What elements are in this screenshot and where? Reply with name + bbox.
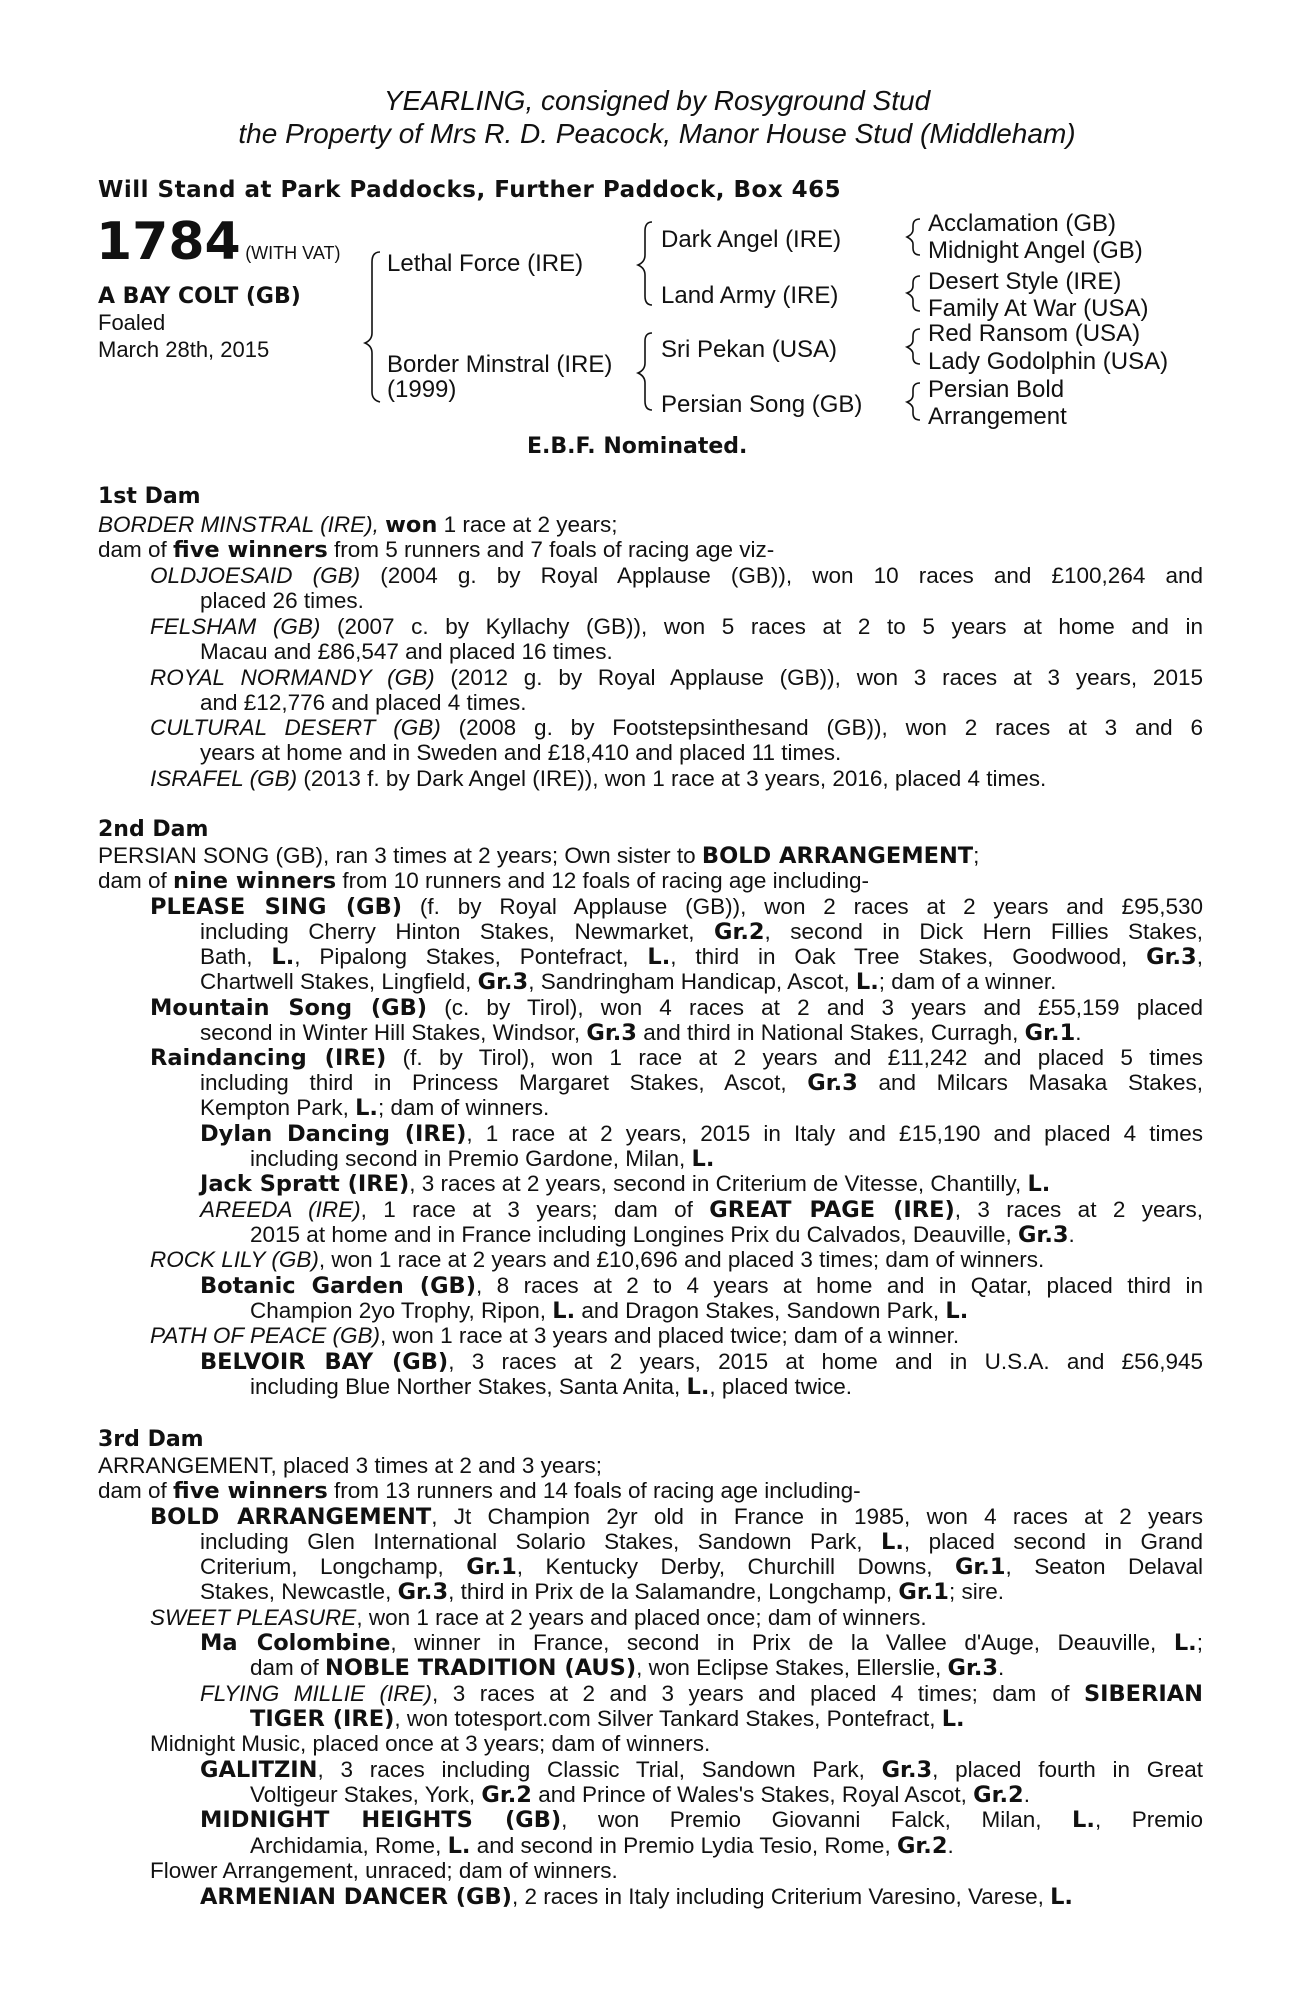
ped-gen3-4: Family At War (USA)	[928, 295, 1149, 322]
second-dam-line: Dylan Dancing (IRE), 1 race at 2 years, 2015 in Italy and £15,190 and placed 4 times	[200, 1121, 1203, 1147]
ped-gen3-8: Arrangement	[928, 403, 1067, 430]
sire-name: Lethal Force (IRE)	[387, 250, 584, 277]
stand-location: Will Stand at Park Paddocks, Further Paddock, Box 465	[98, 177, 842, 203]
second-dam-line: Kempton Park, L.; dam of winners.	[200, 1095, 550, 1121]
ped-gen3-5: Red Ransom (USA)	[928, 320, 1141, 347]
first-dam-line: and £12,776 and placed 4 times.	[200, 690, 527, 715]
second-dam-line: including third in Princess Margaret Stakes, Ascot, Gr.3 and Milcars Masaka Stakes,	[200, 1070, 1203, 1096]
first-dam-line: Macau and £86,547 and placed 16 times.	[200, 639, 613, 664]
third-dam-line: BOLD ARRANGEMENT, Jt Champion 2yr old in France in 1985, won 4 races at 2 years	[150, 1504, 1203, 1530]
second-dam-line: 2015 at home and in France including Longines Prix du Calvados, Deauville, Gr.3.	[250, 1222, 1075, 1248]
second-dam-line: Mountain Song (GB) (c. by Tirol), won 4 races at 2 and 3 years and £55,159 placed	[150, 995, 1203, 1021]
dam-dam: Persian Song (GB)	[661, 391, 863, 418]
third-dam-line: Flower Arrangement, unraced; dam of winners.	[150, 1858, 618, 1883]
third-dam-line: Voltigeur Stakes, York, Gr.2 and Prince of Wales's Stakes, Royal Ascot, Gr.2.	[250, 1782, 1030, 1808]
first-dam-line: years at home and in Sweden and £18,410 and placed 11 times.	[200, 740, 842, 765]
sire-dam: Land Army (IRE)	[661, 282, 839, 309]
ped-gen3-6: Lady Godolphin (USA)	[928, 348, 1169, 375]
ped-gen3-3: Desert Style (IRE)	[928, 268, 1122, 295]
third-dam-line: SWEET PLEASURE, won 1 race at 2 years and placed once; dam of winners.	[150, 1605, 927, 1630]
third-dam-line: Stakes, Newcastle, Gr.3, third in Prix de la Salamandre, Longchamp, Gr.1; sire.	[200, 1579, 1004, 1605]
ped-gen3-2: Midnight Angel (GB)	[928, 237, 1143, 264]
vat-note: (WITH VAT)	[245, 243, 341, 263]
second-dam-line: including Cherry Hinton Stakes, Newmarket, Gr.2, second in Dick Hern Fillies Stakes,	[200, 919, 1203, 945]
ped-gen3-7: Persian Bold	[928, 376, 1065, 403]
second-dam-line: Raindancing (IRE) (f. by Tirol), won 1 race at 2 years and £11,242 and placed 5 times	[150, 1045, 1204, 1071]
first-dam-line: CULTURAL DESERT (GB) (2008 g. by Footstepsinthesand (GB)), won 2 races at 3 and 6	[150, 715, 1203, 740]
lot-number: 1784	[96, 212, 241, 272]
second-dam-line: Botanic Garden (GB), 8 races at 2 to 4 years at home and in Qatar, placed third in	[200, 1273, 1203, 1299]
second-dam-line: ROCK LILY (GB), won 1 race at 2 years and £10,696 and placed 3 times; dam of winners.	[150, 1247, 1045, 1272]
foaled-label: Foaled	[98, 310, 166, 335]
first-dam-line: OLDJOESAID (GB) (2004 g. by Royal Applause (GB)), won 10 races and £100,264 and	[150, 563, 1203, 588]
dam-name: Border Minstral (IRE)	[387, 351, 613, 378]
foaled-date: March 28th, 2015	[98, 337, 270, 362]
second-dam-line: including Blue Norther Stakes, Santa Anita, L., placed twice.	[250, 1374, 852, 1400]
third-dam-title: 3rd Dam	[98, 1427, 204, 1452]
third-dam-line: Ma Colombine, winner in France, second in Prix de la Vallee d'Auge, Deauville, L.;	[200, 1630, 1203, 1656]
pedigree-brackets	[0, 0, 1314, 460]
consignor-line: YEARLING, consigned by Rosyground Stud	[383, 85, 931, 116]
third-dam-line: dam of five winners from 13 runners and 14 foals of racing age including-	[98, 1478, 861, 1504]
third-dam-line: TIGER (IRE), won totesport.com Silver Tankard Stakes, Pontefract, L.	[250, 1706, 965, 1732]
second-dam-title: 2nd Dam	[98, 817, 209, 842]
property-line: the Property of Mrs R. D. Peacock, Manor House Stud (Middleham)	[238, 118, 1076, 149]
third-dam-line: Archidamia, Rome, L. and second in Premio Lydia Tesio, Rome, Gr.2.	[250, 1833, 954, 1859]
third-dam-line: MIDNIGHT HEIGHTS (GB), won Premio Giovanni Falck, Milan, L., Premio	[200, 1807, 1203, 1833]
third-dam-line: FLYING MILLIE (IRE), 3 races at 2 and 3 years and placed 4 times; dam of SIBERIAN	[200, 1681, 1203, 1707]
second-dam-line: dam of nine winners from 10 runners and 12 foals of racing age including-	[98, 868, 869, 894]
second-dam-line: including second in Premio Gardone, Milan, L.	[250, 1146, 715, 1172]
ped-gen3-1: Acclamation (GB)	[928, 210, 1117, 237]
third-dam-line: GALITZIN, 3 races including Classic Trial, Sandown Park, Gr.3, placed fourth in Great	[200, 1757, 1203, 1783]
first-dam-title: 1st Dam	[98, 484, 201, 509]
first-dam-line: FELSHAM (GB) (2007 c. by Kyllachy (GB)), won 5 races at 2 to 5 years at home and in	[150, 614, 1203, 639]
third-dam-line: Criterium, Longchamp, Gr.1, Kentucky Derby, Churchill Downs, Gr.1, Seaton Delaval	[200, 1554, 1203, 1580]
second-dam-line: PERSIAN SONG (GB), ran 3 times at 2 years; Own sister to BOLD ARRANGEMENT;	[98, 843, 980, 869]
third-dam-line: dam of NOBLE TRADITION (AUS), won Eclipse Stakes, Ellerslie, Gr.3.	[250, 1655, 1005, 1681]
second-dam-line: BELVOIR BAY (GB), 3 races at 2 years, 2015 at home and in U.S.A. and £56,945	[200, 1349, 1203, 1375]
sire-sire: Dark Angel (IRE)	[661, 226, 842, 253]
second-dam-line: Chartwell Stakes, Lingfield, Gr.3, Sandringham Handicap, Ascot, L.; dam of a winner.	[200, 969, 1057, 995]
second-dam-line: AREEDA (IRE), 1 race at 3 years; dam of GREAT PAGE (IRE), 3 races at 2 years,	[200, 1197, 1204, 1223]
second-dam-line: Champion 2yo Trophy, Ripon, L. and Dragon Stakes, Sandown Park, L.	[250, 1298, 969, 1324]
third-dam-line: ARRANGEMENT, placed 3 times at 2 and 3 years;	[98, 1453, 602, 1478]
third-dam-line: including Glen International Solario Stakes, Sandown Park, L., placed second in Grand	[200, 1529, 1203, 1555]
dam-sire: Sri Pekan (USA)	[661, 336, 838, 363]
second-dam-line: Bath, L., Pipalong Stakes, Pontefract, L., third in Oak Tree Stakes, Goodwood, Gr.3,	[200, 944, 1203, 970]
first-dam-line: BORDER MINSTRAL (IRE), won 1 race at 2 years;	[98, 512, 618, 538]
third-dam-line: ARMENIAN DANCER (GB), 2 races in Italy including Criterium Varesino, Varese, L.	[200, 1884, 1073, 1910]
first-dam-line: ISRAFEL (GB) (2013 f. by Dark Angel (IRE)), won 1 race at 3 years, 2016, placed 4 times.	[150, 766, 1047, 791]
first-dam-line: ROYAL NORMANDY (GB) (2012 g. by Royal Applause (GB)), won 3 races at 3 years, 2015	[150, 665, 1203, 690]
dam-year: (1999)	[387, 376, 457, 403]
first-dam-line: dam of five winners from 5 runners and 7 foals of racing age viz-	[98, 537, 775, 563]
ebf-nominated: E.B.F. Nominated.	[527, 434, 748, 459]
second-dam-line: second in Winter Hill Stakes, Windsor, Gr.3 and third in National Stakes, Curragh, Gr.1.	[200, 1020, 1082, 1046]
lot-title: A BAY COLT (GB)	[98, 284, 301, 309]
second-dam-line: PLEASE SING (GB) (f. by Royal Applause (GB)), won 2 races at 2 years and £95,530	[150, 894, 1203, 920]
third-dam-line: Midnight Music, placed once at 3 years; dam of winners.	[150, 1731, 711, 1756]
first-dam-line: placed 26 times.	[200, 588, 364, 613]
second-dam-line: Jack Spratt (IRE), 3 races at 2 years, second in Criterium de Vitesse, Chantilly, L.	[200, 1171, 1051, 1197]
second-dam-line: PATH OF PEACE (GB), won 1 race at 3 years and placed twice; dam of a winner.	[150, 1323, 960, 1348]
